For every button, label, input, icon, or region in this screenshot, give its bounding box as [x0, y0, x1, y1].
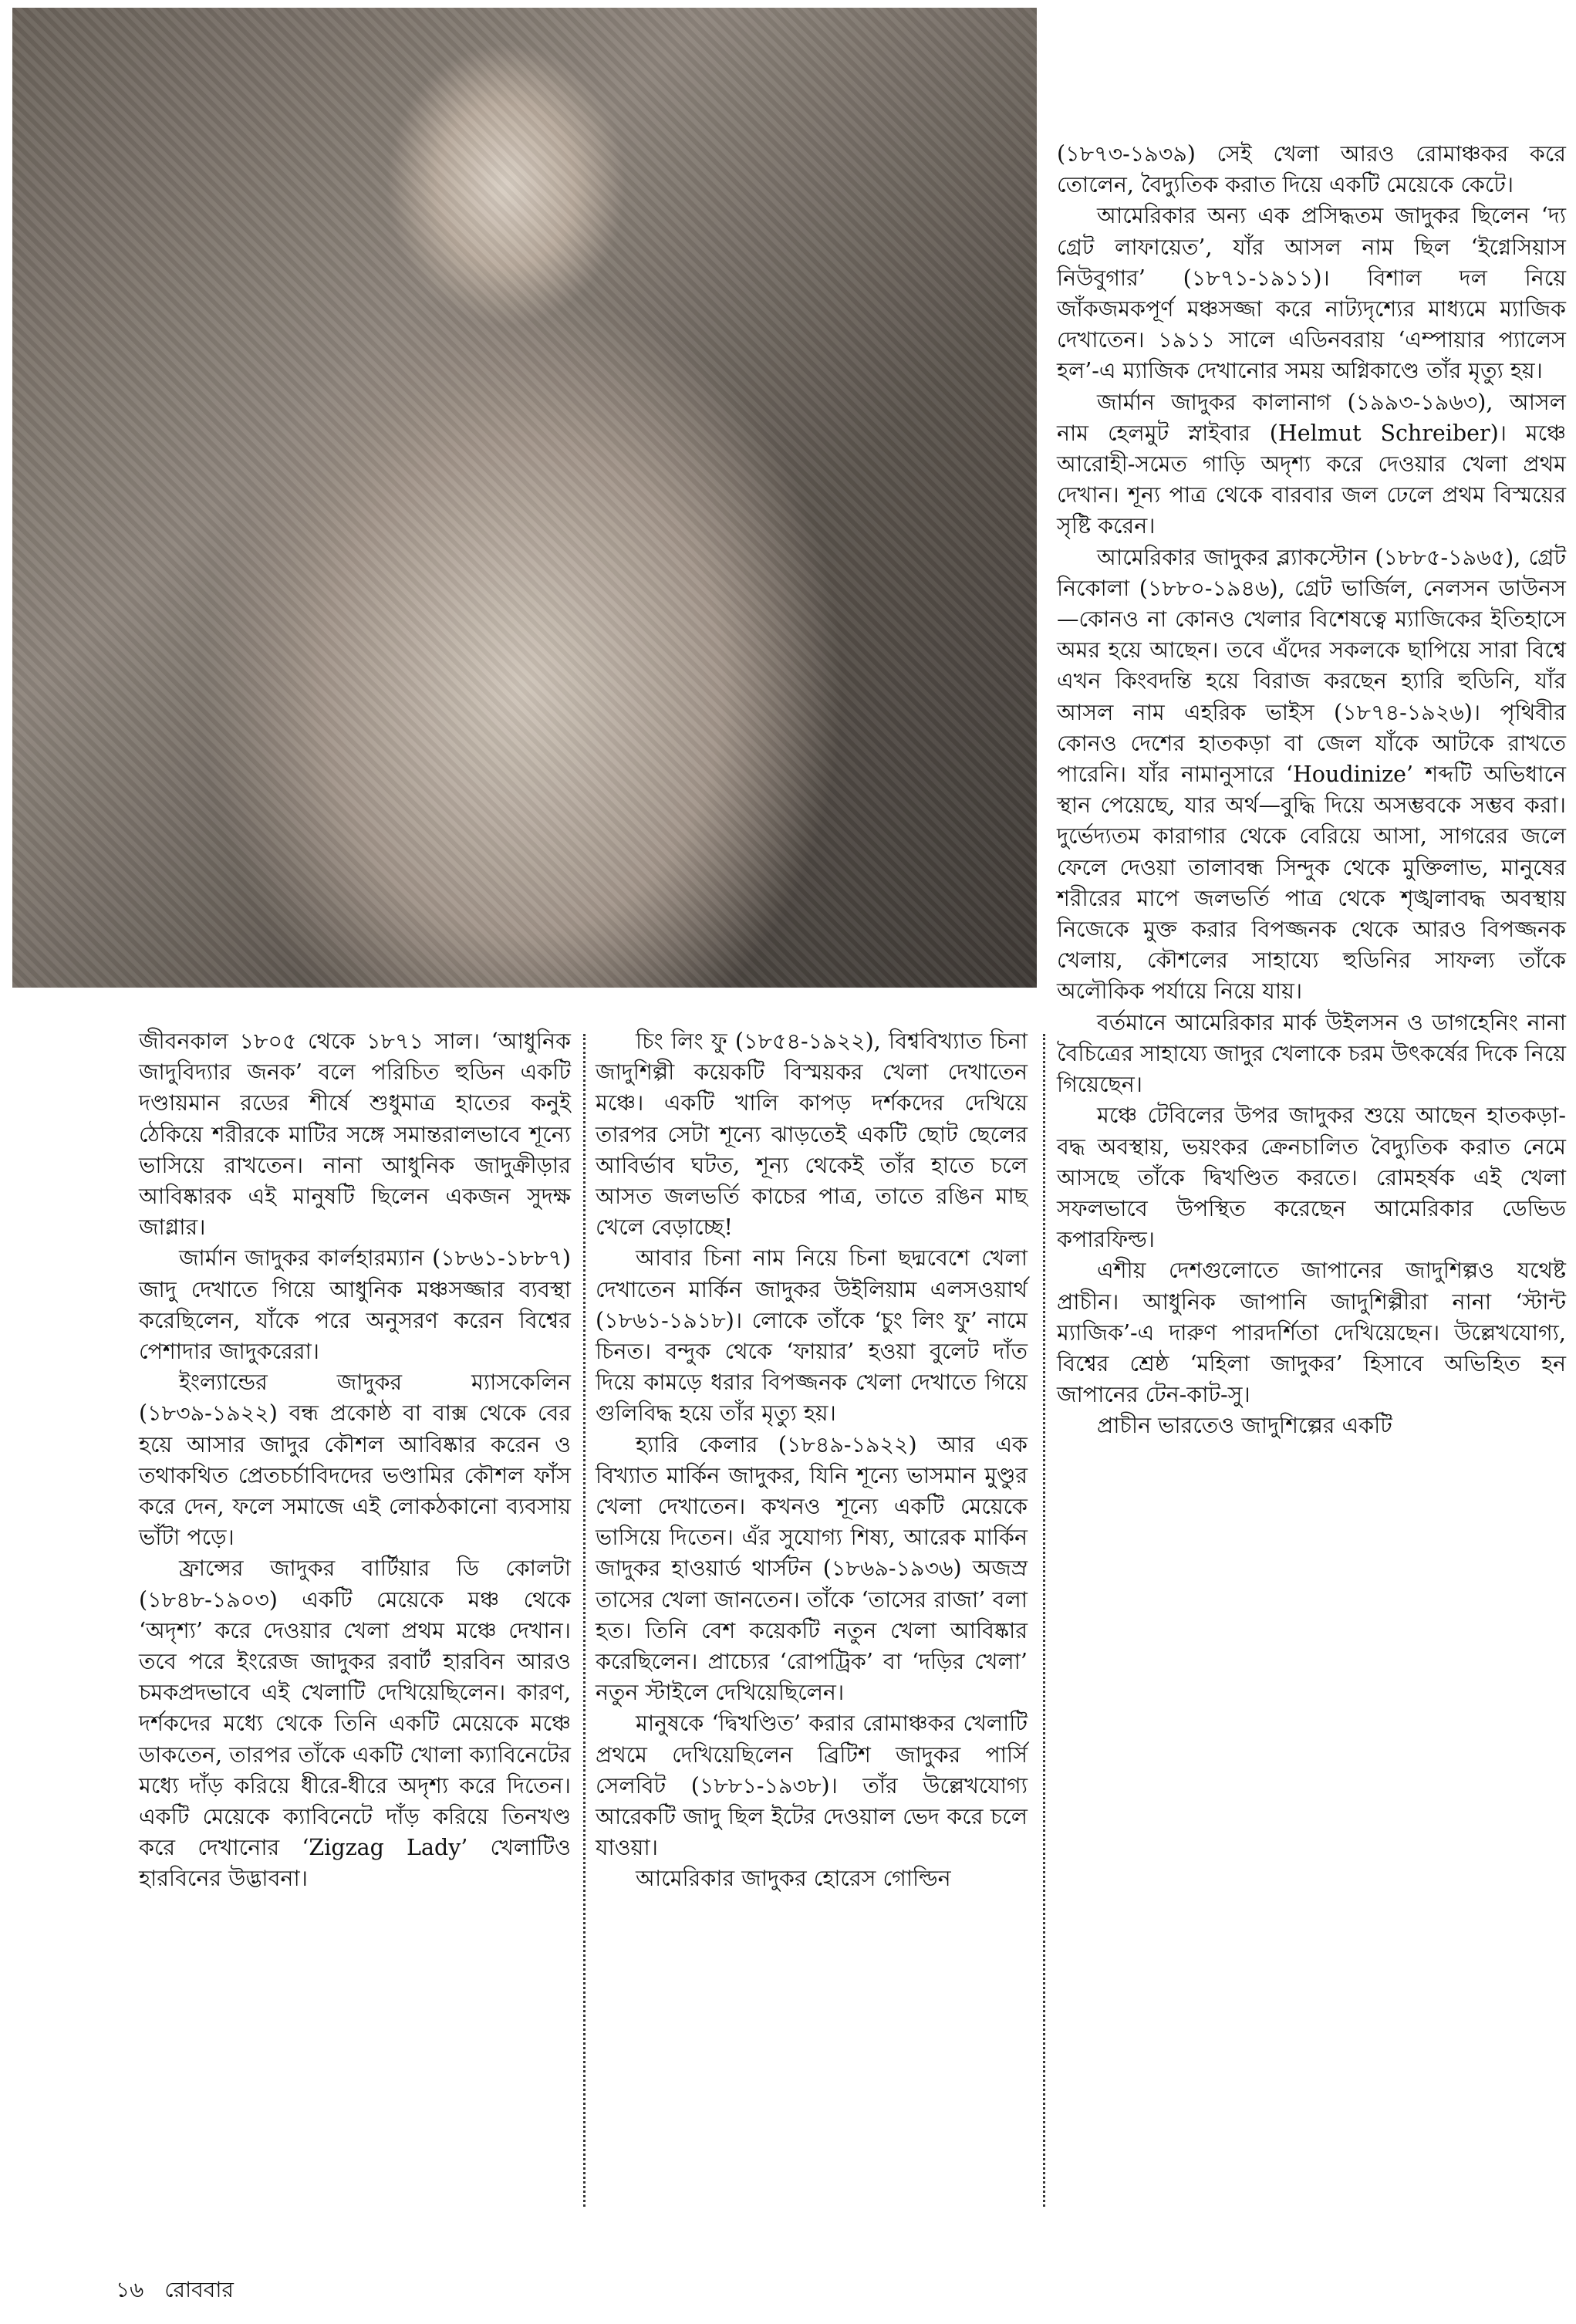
paragraph: আবার চিনা নাম নিয়ে চিনা ছদ্মবেশে খেলা দেখাতেন মার্কিন জাদুকর উইলিয়াম এলসওয়ার্থ (১৮৬১-১৯১৮)। লোকে তাঁকে ‘চুং লিং ফু’ নামে চিনত। বন্দুক থেকে ‘ফায়ার’ হওয়া বুলেট দাঁত দিয়ে কামড়ে ধরার বিপজ্জনক খেলা দেখাতে গিয়ে গুলিবিদ্ধ হয়ে তাঁর মৃত্যু হয়। — [596, 1245, 1028, 1427]
paragraph: আমেরিকার অন্য এক প্রসিদ্ধতম জাদুকর ছিলেন ‘দ্য গ্রেট লাফায়েত’, যাঁর আসল নাম ছিল ‘ইগ্নেসিয়াস নিউবুগার’ (১৮৭১-১৯১১)। বিশাল দল নিয়ে জাঁকজমকপূর্ণ মঞ্চসজ্জা করে নাট্যদৃশ্যের মাধ্যমে ম্যাজিক দেখাতেন। ১৯১১ সালে এডিনবরায় ‘এম্পায়ার প্যালেস হল’-এ ম্যাজিক দেখানোর সময় অগ্নিকাণ্ডে তাঁর মৃত্যু হয়। — [1057, 203, 1566, 384]
paragraph: জীবনকাল ১৮০৫ থেকে ১৮৭১ সাল। ‘আধুনিক জাদুবিদ্যার জনক’ বলে পরিচিত হুডিন একটি দণ্ডায়মান রডের শীর্ষে শুধুমাত্র হাতের কনুই ঠেকিয়ে শরীরকে মাটির সঙ্গে সমান্তরালভাবে শূন্যে ভাসিয়ে রাখতেন। নানা আধুনিক জাদুক্রীড়ার আবিষ্কারক এই মানুষটি ছিলেন একজন সুদক্ষ জাগ্লার। — [139, 1029, 571, 1241]
paragraph: ফ্রান্সের জাদুকর বার্টিয়ার ডি কোলটা (১৮৪৮-১৯০৩) একটি মেয়েকে মঞ্চ থেকে ‘অদৃশ্য’ করে দেওয়ার খেলা প্রথম মঞ্চে দেখান। তবে পরে ইংরেজ জাদুকর রবার্ট হারবিন আরও চমকপ্রদভাবে এই খেলাটি দেখিয়েছিলেন। কারণ, দর্শকদের মধ্যে থেকে তিনি একটি মেয়েকে মঞ্চে ডাকতেন, তারপর তাঁকে একটি খোলা ক্যাবিনেটের মধ্যে দাঁড় করিয়ে ধীরে-ধীরে অদৃশ্য করে দিতেন। একটি মেয়েকে ক্যাবিনেটে দাঁড় করিয়ে তিনখণ্ড করে দেখানোর ‘Zigzag Lady’ খেলাটিও হারবিনের উদ্ভাবনা। — [139, 1556, 571, 1892]
column-left — [139, 1026, 571, 1895]
paragraph: চিং লিং ফু (১৮৫৪-১৯২২), বিশ্ববিখ্যাত চিনা জাদুশিল্পী কয়েকটি বিস্ময়কর খেলা দেখাতেন মঞ্চে। একটি খালি কাপড় দর্শকদের দেখিয়ে তারপর সেটা শূন্যে ঝাড়তেই একটি ছোট ছেলের আবির্ভাব ঘটত, শূন্য থেকেই তাঁর হাতে চলে আসত জলভর্তি কাচের পাত্র, তাতে রঙিন মাছ খেলে বেড়াচ্ছে! — [596, 1029, 1028, 1241]
paragraph: আমেরিকার জাদুকর ব্ল্যাকস্টোন (১৮৮৫-১৯৬৫), গ্রেট নিকোলা (১৮৮০-১৯৪৬), গ্রেট ভার্জিল, নেলসন ডাউনস—কোনও না কোনও খেলার বিশেষত্বে ম্যাজিকের ইতিহাসে অমর হয়ে আছেন। তবে এঁদের সকলকে ছাপিয়ে সারা বিশ্বে এখন কিংবদন্তি হয়ে বিরাজ করছেন হ্যারি হুডিনি, যাঁর আসল নাম এহরিক ভাইস (১৮৭৪-১৯২৬)। পৃথিবীর কোনও দেশের হাতকড়া বা জেল যাঁকে আটকে রাখতে পারেনি। যাঁর নামানুসারে ‘Houdinize’ শব্দটি অভিধানে স্থান পেয়েছে, যার অর্থ—বুদ্ধি দিয়ে অসম্ভবকে সম্ভব করা। দুর্ভেদ্যতম কারাগার থেকে বেরিয়ে আসা, সাগরের জলে ফেলে দেওয়া তালাবন্ধ সিন্দুক থেকে মুক্তিলাভ, মানুষের শরীরের মাপে জলভর্তি পাত্র থেকে শৃঙ্খলাবদ্ধ অবস্থায় নিজেকে মুক্ত করার বিপজ্জনক থেকে আরও বিপজ্জনক খেলায়, কৌশলের সাহায্যে হুডিনির সাফল্য তাঁকে অলৌকিক পর্যায়ে নিয়ে যায়। — [1057, 544, 1566, 1005]
paragraph: মঞ্চে টেবিলের উপর জাদুকর শুয়ে আছেন হাতকড়া-বদ্ধ অবস্থায়, ভয়ংকর ক্রেনচালিত বৈদ্যুতিক করাত নেমে আসছে তাঁকে দ্বিখণ্ডিত করতে। রোমহর্ষক এই খেলা সফলভাবে উপস্থিত করেছেন আমেরিকার ডেভিড কপারফিল্ড। — [1057, 1103, 1566, 1253]
paragraph: হ্যারি কেলার (১৮৪৯-১৯২২) আর এক বিখ্যাত মার্কিন জাদুকর, যিনি শূন্যে ভাসমান মুণ্ডুর খেলা দেখাতেন। কখনও শূন্যে একটি মেয়েকে ভাসিয়ে দিতেন। এঁর সুযোগ্য শিষ্য, আরেক মার্কিন জাদুকর হাওয়ার্ড থার্সটন (১৮৬৯-১৯৩৬) অজস্র তাসের খেলা জানতেন। তাঁকে ‘তাসের রাজা’ বলা হত। তিনি বেশ কয়েকটি নতুন খেলা আবিষ্কার করেছিলেন। প্রাচ্যের ‘রোপট্রিক’ বা ‘দড়ির খেলা’ নতুন স্টাইলে দেখিয়েছিলেন। — [596, 1431, 1028, 1706]
paragraph: জার্মান জাদুকর কার্লহারম্যান (১৮৬১-১৮৮৭) জাদু দেখাতে গিয়ে আধুনিক মঞ্চসজ্জার ব্যবস্থা করেছিলেন, যাঁকে পরে অনুসরণ করেন বিশ্বের পেশাদার জাদুকরেরা। — [139, 1245, 571, 1365]
paragraph: এশীয় দেশগুলোতে জাপানের জাদুশিল্পও যথেষ্ট প্রাচীন। আধুনিক জাপানি জাদুশিল্পীরা নানা ‘স্টান্ট ম্যাজিক’-এ দারুণ পারদর্শিতা দেখিয়েছেন। উল্লেখযোগ্য, বিশ্বের শ্রেষ্ঠ ‘মহিলা জাদুকর’ হিসাবে অভিহিত হন জাপানের টেন-কাট-সু। — [1057, 1258, 1566, 1408]
page-number: ১৬ — [116, 2277, 144, 2302]
paragraph: বর্তমানে আমেরিকার মার্ক উইলসন ও ডাগহেনিং নানা বৈচিত্রের সাহায্যে জাদুর খেলাকে চরম উৎকর্ষের দিকে নিয়ে গিয়েছেন। — [1057, 1009, 1566, 1098]
column-divider — [1043, 1034, 1045, 2207]
column-middle — [596, 1026, 1028, 1895]
column-right — [1057, 139, 1566, 1442]
column-divider — [583, 1034, 586, 2207]
magazine-name: রোববার — [164, 2277, 234, 2302]
paragraph: প্রাচীন ভারতেও জাদুশিল্পের একটি — [1097, 1413, 1392, 1439]
paragraph: ইংল্যান্ডের জাদুকর ম্যাসকেলিন (১৮৩৯-১৯২২) বন্ধ প্রকোষ্ঠ বা বাক্স থেকে বের হয়ে আসার জাদুর কৌশল আবিষ্কার করেন ও তথাকথিত প্রেতচর্চাবিদদের ভণ্ডামির কৌশল ফাঁস করে দেন, ফলে সমাজে এই লোকঠকানো ব্যবসায় ভাঁটা পড়ে। — [139, 1370, 571, 1551]
magician-portrait-photo — [12, 8, 1037, 988]
paragraph: (১৮৭৩-১৯৩৯) সেই খেলা আরও রোমাঞ্চকর করে তোলেন, বৈদ্যুতিক করাত দিয়ে একটি মেয়েকে কেটে। — [1057, 141, 1566, 198]
paragraph: আমেরিকার জাদুকর হোরেস গোল্ডিন — [636, 1866, 951, 1892]
page-footer — [116, 2273, 248, 2309]
paragraph: মানুষকে ‘দ্বিখণ্ডিত’ করার রোমাঞ্চকর খেলাটি প্রথমে দেখিয়েছিলেন ব্রিটিশ জাদুকর পার্সি সেলবিট (১৮৮১-১৯৩৮)। তাঁর উল্লেখযোগ্য আরেকটি জাদু ছিল ইটের দেওয়াল ভেদ করে চলে যাওয়া। — [596, 1711, 1028, 1861]
paragraph: জার্মান জাদুকর কালানাগ (১৯৯৩-১৯৬৩), আসল নাম হেলমুট স্নাইবার (Helmut Schreiber)। মঞ্চে আরোহী-সমেত গাড়ি অদৃশ্য করে দেওয়ার খেলা প্রথম দেখান। শূন্য পাত্র থেকে বারবার জল ঢেলে প্রথম বিস্ময়ের সৃষ্টি করেন। — [1057, 389, 1566, 539]
